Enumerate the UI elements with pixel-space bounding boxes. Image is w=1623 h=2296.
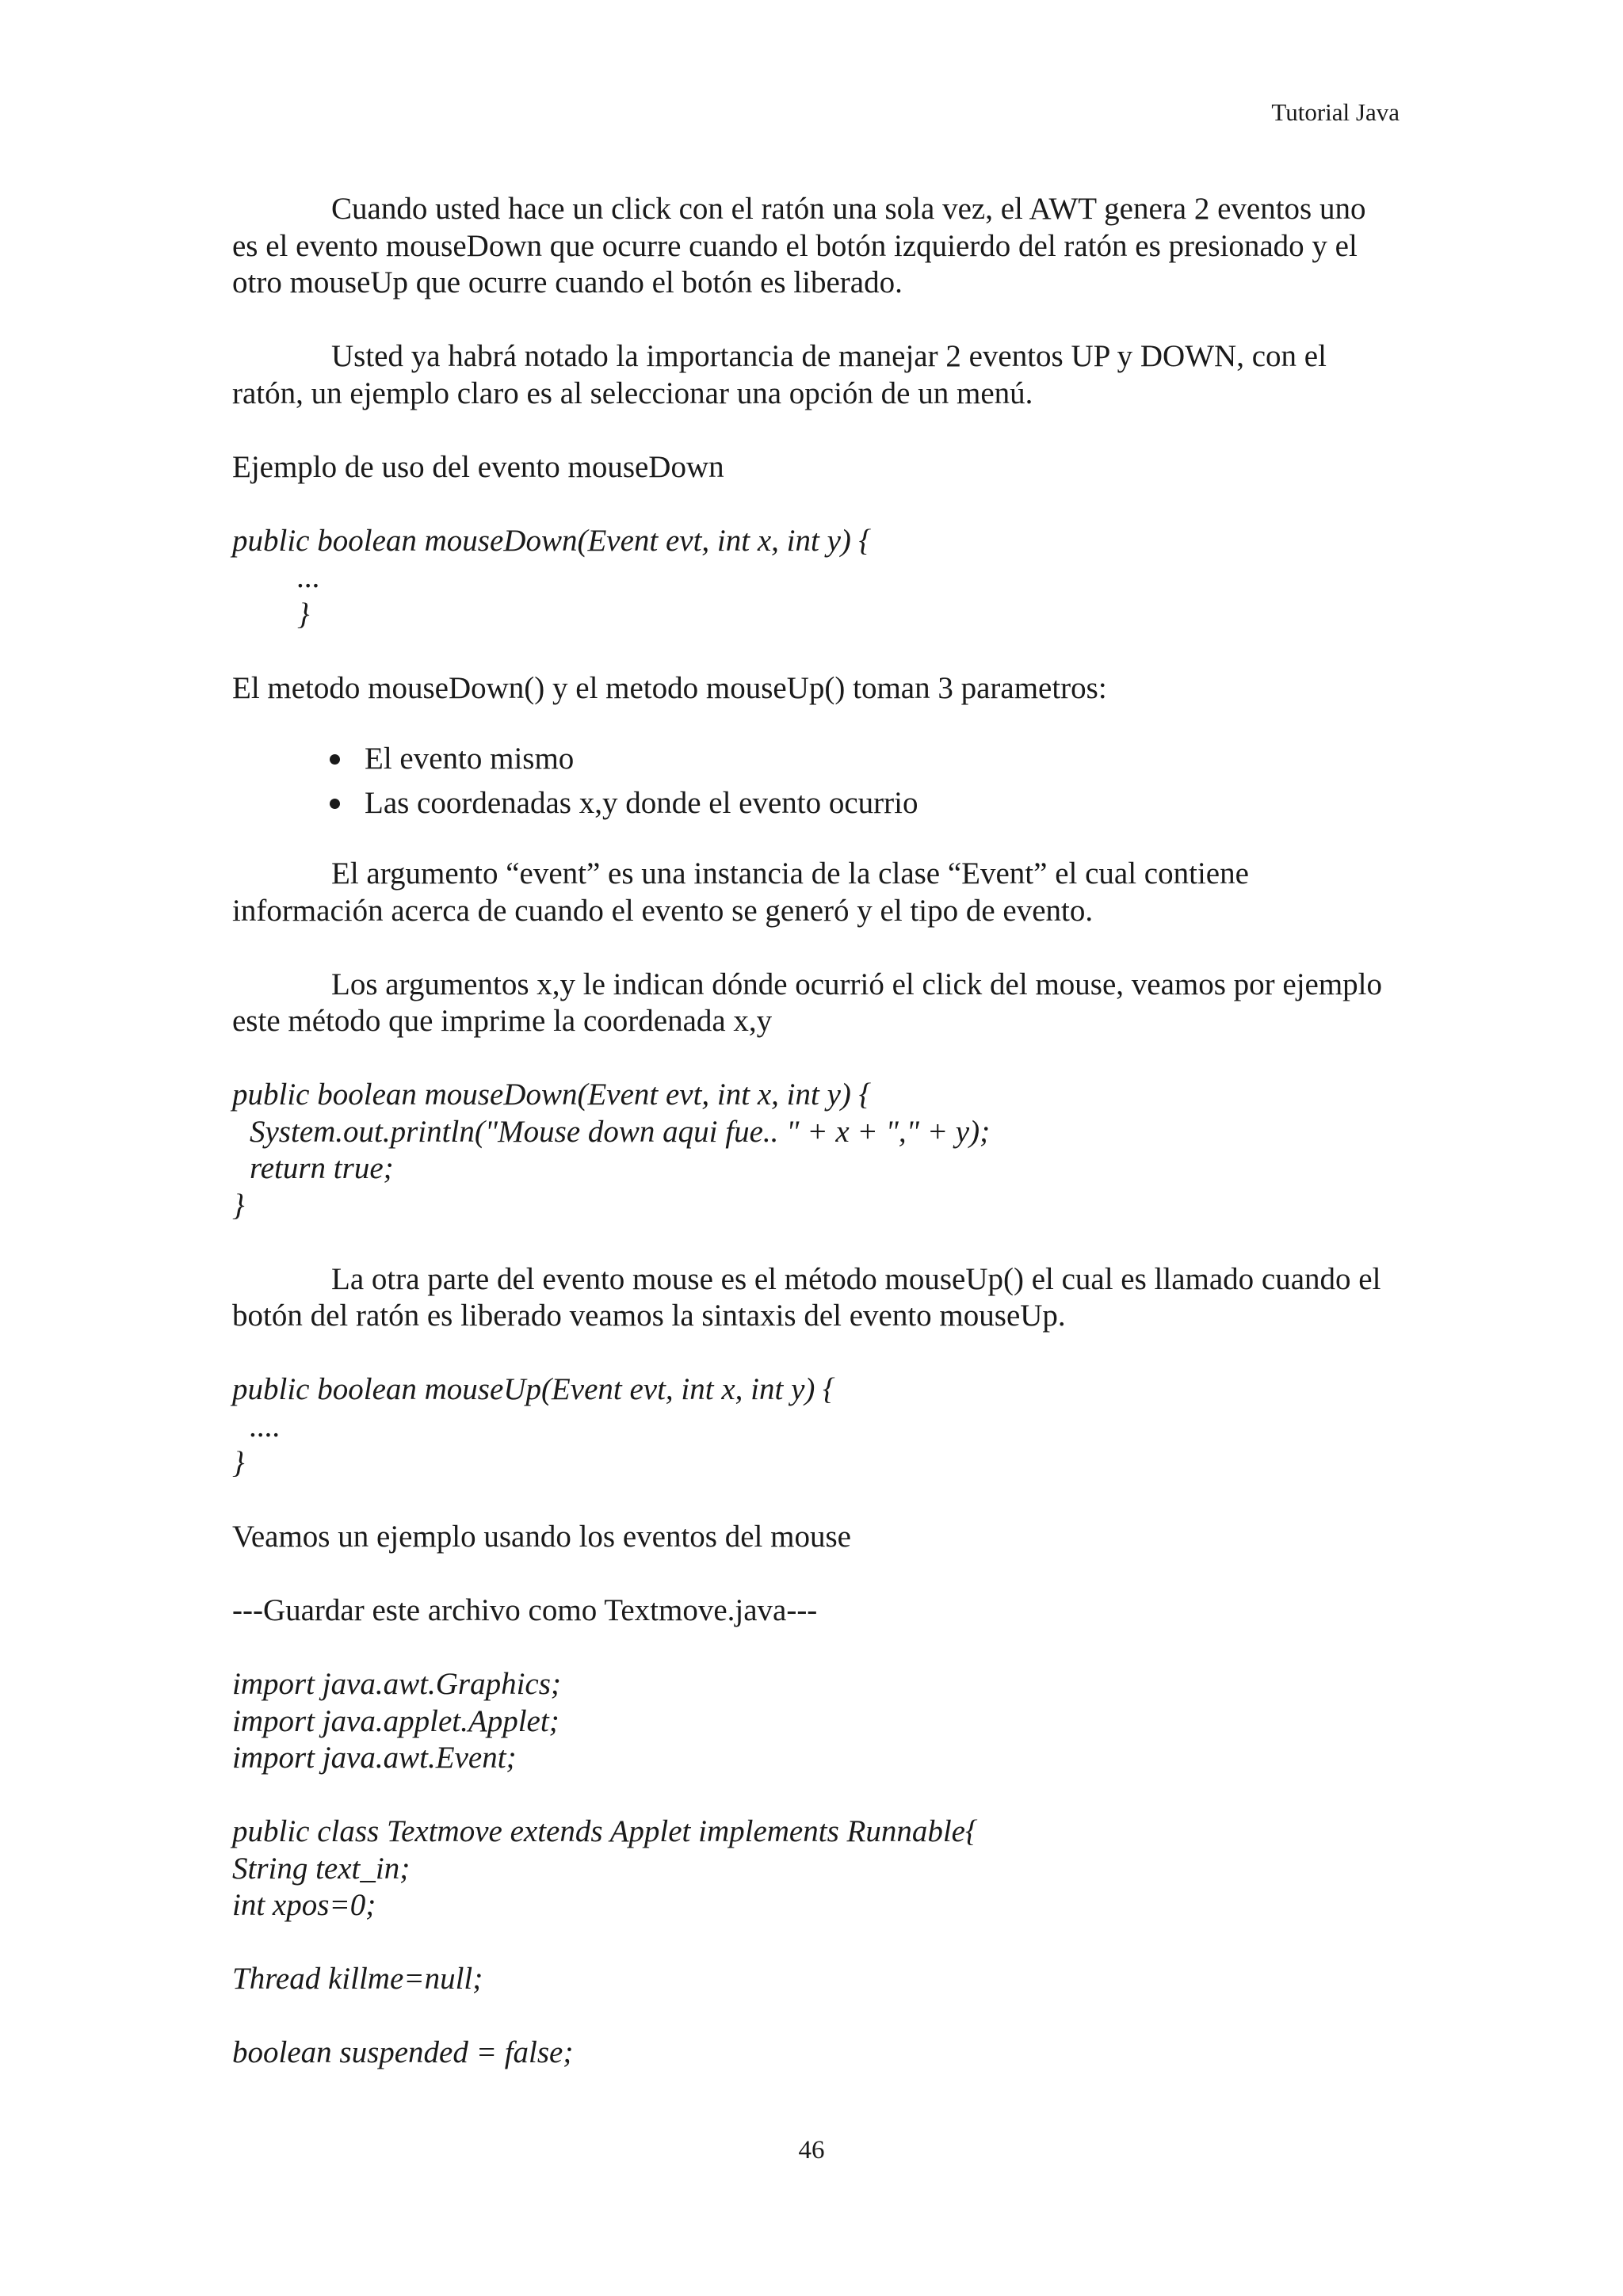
code-block-mousedown-signature: [232, 523, 1397, 634]
paragraph-parameters: El metodo mouseDown() y el metodo mouseUp() toman 3 parametros:: [232, 670, 1107, 705]
paragraph-xy-arguments: Los argumentos x,y le indican dónde ocurrió el click del mouse, veamos por ejemplo este método que imprime la coordenada x,y: [232, 967, 1383, 1038]
code-block-mousedown-println: [232, 1077, 1397, 1224]
code-line: }: [232, 1188, 245, 1222]
list-item-label: El evento mismo: [365, 742, 575, 776]
code-line: import java.awt.Event;: [232, 1741, 517, 1775]
code-line: System.out.println("Mouse down aqui fue.. " + x + "," + y);: [250, 1114, 991, 1149]
paragraph-click-events: Cuando usted hace un click con el ratón una sola vez, el AWT genera 2 eventos uno es el evento mouseDown que ocurre cuando el botón izquierdo del ratón es presionado y el otro mouseUp que ocurre cuando el botón es liberado.: [232, 192, 1366, 299]
page-number: 46: [798, 2136, 825, 2164]
running-header: Tutorial Java: [1271, 98, 1400, 126]
bullet-icon: [330, 799, 340, 809]
code-line: import java.applet.Applet;: [232, 1703, 559, 1738]
code-line: ...: [297, 560, 321, 594]
paragraph-example-mousedown: Ejemplo de uso del evento mouseDown: [232, 449, 724, 484]
code-line: public class Textmove extends Applet implements Runnable{: [232, 1814, 978, 1848]
paragraph-example-intro: Veamos un ejemplo usando los eventos del mouse: [232, 1520, 851, 1554]
paragraph-mouseup: La otra parte del evento mouse es el método mouseUp() el cual es llamado cuando el botón del ratón es liberado veamos la sintaxis del evento mouseUp.: [232, 1261, 1381, 1333]
paragraph-save-file: ---Guardar este archivo como Textmove.java---: [232, 1593, 818, 1627]
list-item-label: Las coordenadas x,y donde el evento ocurrio: [365, 786, 918, 820]
code-line: int xpos=0;: [232, 1888, 376, 1922]
code-line: String text_in;: [232, 1851, 411, 1886]
code-block-class-declaration: [232, 1814, 1397, 1924]
code-line: ....: [250, 1409, 281, 1444]
code-line: public boolean mouseUp(Event evt, int x, int y) {: [232, 1372, 835, 1406]
code-line-suspended: boolean suspended = false;: [232, 2035, 574, 2069]
code-block-imports: [232, 1666, 1397, 1777]
paragraph-up-down: Usted ya habrá notado la importancia de manejar 2 eventos UP y DOWN, con el ratón, un ejemplo claro es al seleccionar una opción de un menú.: [232, 339, 1327, 410]
code-line: }: [297, 597, 310, 631]
code-block-mouseup-signature: [232, 1371, 1397, 1482]
code-line: }: [232, 1446, 245, 1480]
code-line-thread: Thread killme=null;: [232, 1962, 483, 1996]
code-line: import java.awt.Graphics;: [232, 1667, 561, 1701]
code-line: return true;: [250, 1151, 394, 1185]
bullet-icon: [330, 754, 340, 765]
code-line: public boolean mouseDown(Event evt, int x, int y) {: [232, 523, 872, 558]
parameter-list: [232, 737, 1397, 826]
code-line: public boolean mouseDown(Event evt, int x, int y) {: [232, 1077, 872, 1112]
list-item: [330, 781, 1397, 826]
paragraph-event-argument: El argumento “event” es una instancia de la clase “Event” el cual contiene información acerca de cuando el evento se generó y el tipo de evento.: [232, 856, 1249, 928]
page-body: [232, 191, 1397, 2072]
list-item: [330, 737, 1397, 781]
